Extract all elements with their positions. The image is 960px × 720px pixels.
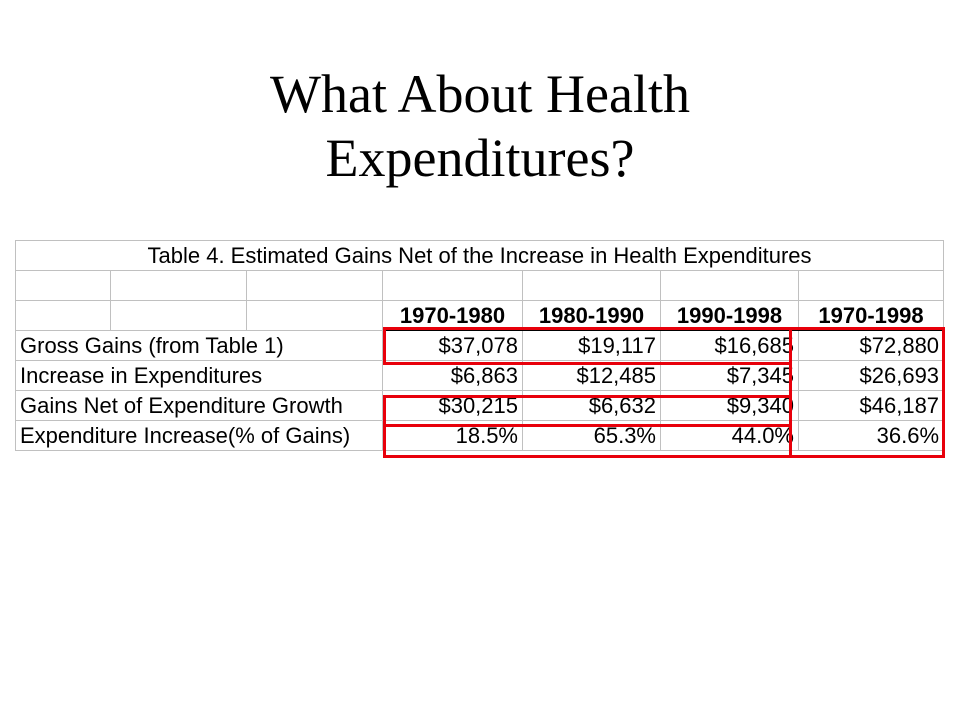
value-cell: 44.0% xyxy=(661,421,799,451)
empty-cell xyxy=(661,271,799,301)
row-label: Increase in Expenditures xyxy=(16,361,383,391)
empty-cell xyxy=(799,271,944,301)
value-cell: $9,340 xyxy=(661,391,799,421)
empty-cell xyxy=(111,271,247,301)
value-cell: 65.3% xyxy=(523,421,661,451)
value-cell: 18.5% xyxy=(383,421,523,451)
value-cell: $6,632 xyxy=(523,391,661,421)
slide-title-line-1: What About Health xyxy=(270,64,690,124)
empty-cell xyxy=(16,301,111,331)
table-row xyxy=(16,421,944,451)
table-row xyxy=(16,391,944,421)
empty-cell xyxy=(523,271,661,301)
table-row xyxy=(16,241,944,271)
empty-cell xyxy=(16,271,111,301)
empty-cell xyxy=(247,301,383,331)
column-header: 1970-1980 xyxy=(383,301,523,331)
spreadsheet-table xyxy=(15,240,944,451)
value-cell: $6,863 xyxy=(383,361,523,391)
row-label: Gains Net of Expenditure Growth xyxy=(16,391,383,421)
table-row xyxy=(16,331,944,361)
column-header: 1970-1998 xyxy=(799,301,944,331)
value-cell: $72,880 xyxy=(799,331,944,361)
slide-title xyxy=(0,62,960,190)
value-cell: $7,345 xyxy=(661,361,799,391)
column-header: 1990-1998 xyxy=(661,301,799,331)
value-cell: $37,078 xyxy=(383,331,523,361)
value-cell: $19,117 xyxy=(523,331,661,361)
value-cell: $46,187 xyxy=(799,391,944,421)
column-header: 1980-1990 xyxy=(523,301,661,331)
table-caption: Table 4. Estimated Gains Net of the Increase in Health Expenditures xyxy=(16,241,944,271)
gains-table xyxy=(15,240,944,451)
slide-title-line-2: Expenditures? xyxy=(325,128,635,188)
empty-cell xyxy=(111,301,247,331)
empty-cell xyxy=(247,271,383,301)
row-label: Expenditure Increase(% of Gains) xyxy=(16,421,383,451)
value-cell: $12,485 xyxy=(523,361,661,391)
empty-cell xyxy=(383,271,523,301)
row-label: Gross Gains (from Table 1) xyxy=(16,331,383,361)
value-cell: 36.6% xyxy=(799,421,944,451)
table-row xyxy=(16,271,944,301)
header-row xyxy=(16,301,944,331)
table-row xyxy=(16,361,944,391)
value-cell: $26,693 xyxy=(799,361,944,391)
value-cell: $16,685 xyxy=(661,331,799,361)
value-cell: $30,215 xyxy=(383,391,523,421)
